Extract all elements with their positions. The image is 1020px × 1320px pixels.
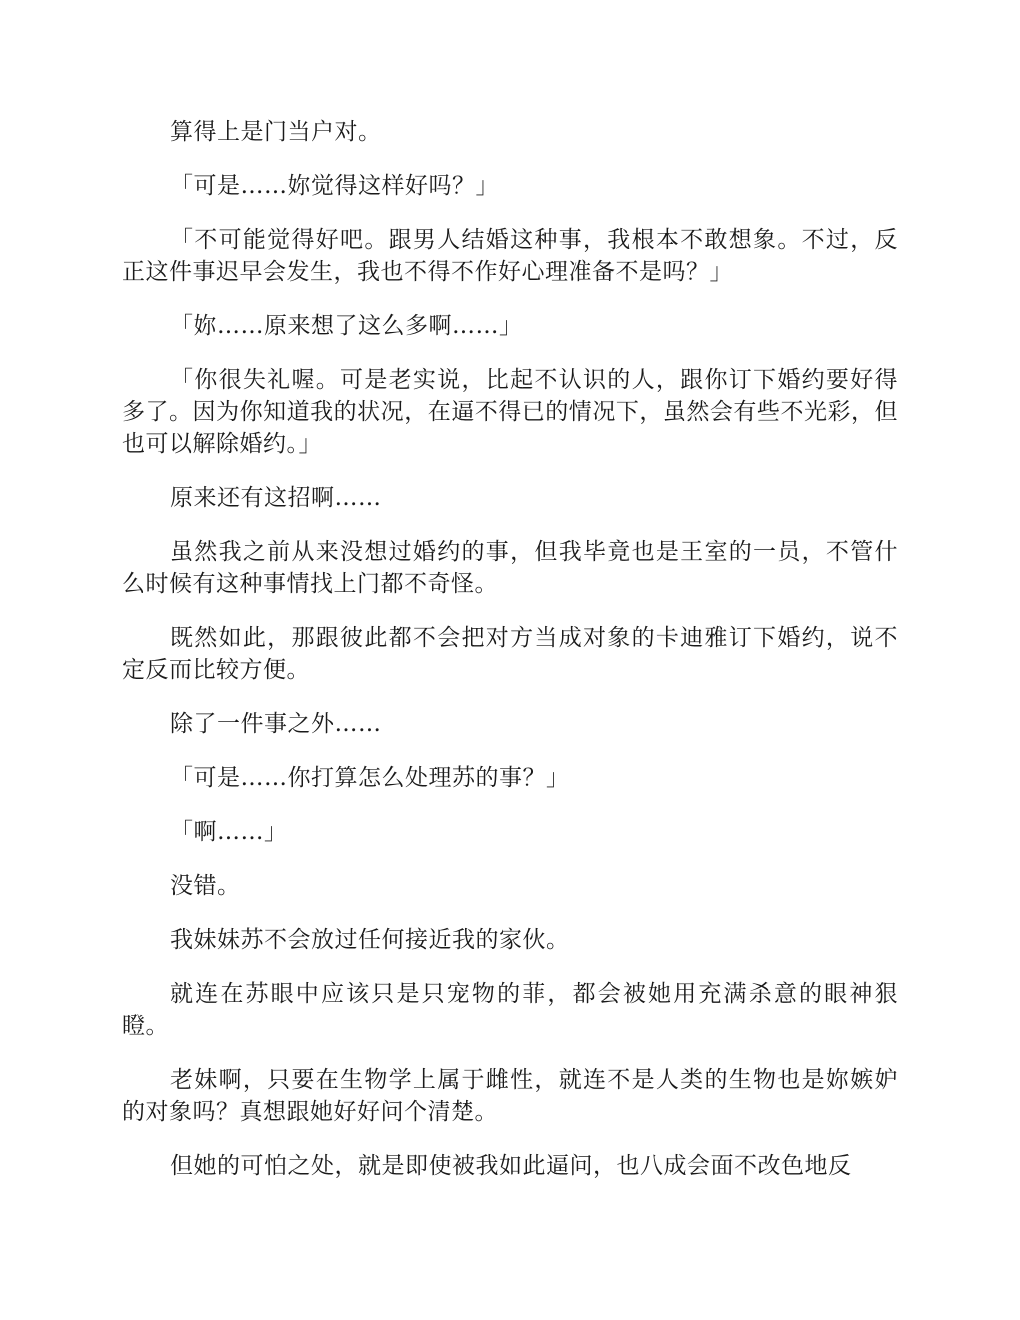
paragraph: 「妳……原来想了这么多啊……」 (170, 313, 523, 339)
paragraph: 老妹啊，只要在生物学上属于雌性，就连不是人类的生物也是妳嫉妒的对象吗？真想跟她好好问个清楚。 (122, 1067, 898, 1125)
paragraph: 算得上是门当户对。 (170, 119, 382, 145)
paragraph: 虽然我之前从来没想过婚约的事，但我毕竟也是王室的一员，不管什么时候有这种事情找上门都不奇怪。 (122, 539, 898, 597)
paragraph: 「可是……你打算怎么处理苏的事？」 (170, 765, 570, 791)
paragraph: 「可是……妳觉得这样好吗？」 (170, 173, 499, 199)
document-page (122, 116, 898, 1182)
paragraph: 「啊……」 (170, 819, 288, 845)
paragraph: 除了一件事之外…… (170, 711, 382, 737)
paragraph: 但她的可怕之处，就是即使被我如此逼问，也八成会面不改色地反 (170, 1153, 852, 1179)
paragraph: 既然如此，那跟彼此都不会把对方当成对象的卡迪雅订下婚约，说不定反而比较方便。 (122, 625, 898, 683)
paragraph: 原来还有这招啊…… (170, 485, 382, 511)
paragraph: 我妹妹苏不会放过任何接近我的家伙。 (170, 927, 570, 953)
paragraph: 「你很失礼喔。可是老实说，比起不认识的人，跟你订下婚约要好得多了。因为你知道我的状况，在逼不得已的情况下，虽然会有些不光彩，但也可以解除婚约。」 (122, 367, 898, 457)
paragraph: 就连在苏眼中应该只是只宠物的菲，都会被她用充满杀意的眼神狠瞪。 (122, 981, 898, 1039)
paragraph: 「不可能觉得好吧。跟男人结婚这种事，我根本不敢想象。不过，反正这件事迟早会发生，我也不得不作好心理准备不是吗？」 (122, 227, 898, 285)
paragraph: 没错。 (170, 873, 241, 899)
